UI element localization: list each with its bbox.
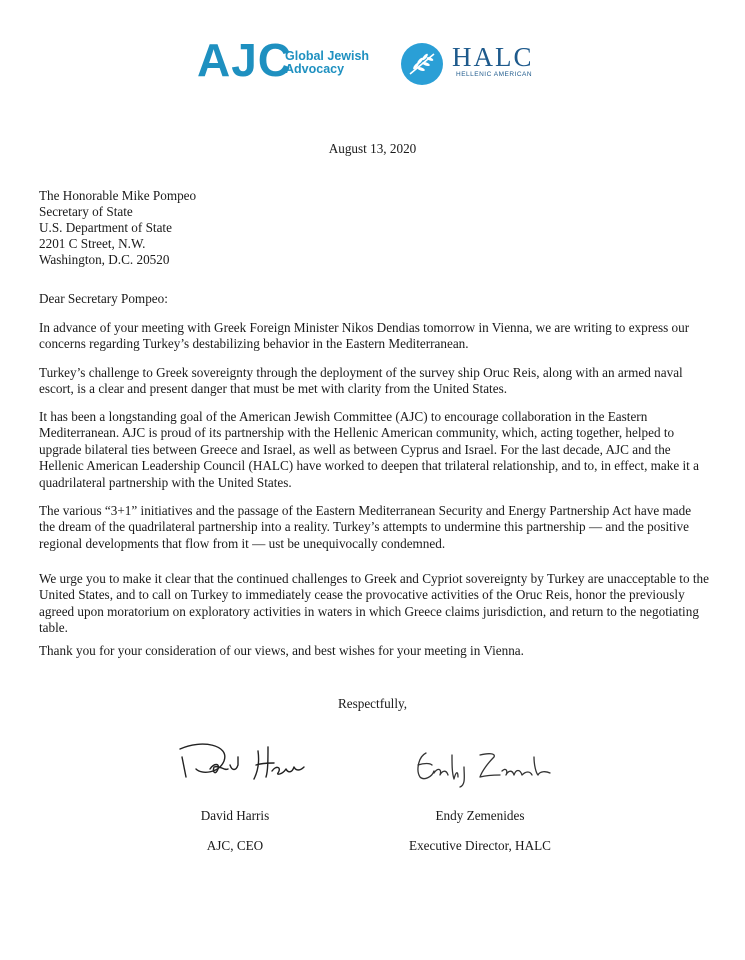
address-line: Washington, D.C. 20520 <box>39 252 170 267</box>
ajc-logo-mark: AJC <box>197 34 293 86</box>
ajc-logo-line2: Advocacy <box>285 62 345 76</box>
halc-logo-sub: HELLENIC AMERICAN <box>456 71 533 78</box>
signatory-name: David Harris <box>200 808 270 823</box>
address-line: U.S. Department of State <box>39 220 172 235</box>
letter-date: August 13, 2020 <box>328 141 417 156</box>
halc-logo <box>400 40 560 86</box>
olive-branch-icon <box>400 42 444 86</box>
signatory-name: Endy Zemenides <box>435 808 525 823</box>
body-paragraph: Thank you for your consideration of our views, and best wishes for your meeting in Vienna. <box>39 643 524 658</box>
body-paragraph: We urge you to make it clear that the continued challenges to Greek and Cypriot sovereignty by Turkey are unacceptable to the United States, and to call on Turkey to immediately cease the provocative activities of the Oruc Reis, honor the previously agreed upon moratorium on exploratory activities in waters in which Greece claims jurisdiction, and return to the negotiating table. <box>39 571 709 636</box>
salutation: Dear Secretary Pompeo: <box>39 291 168 306</box>
signatory-title: AJC, CEO <box>206 838 264 853</box>
signatory-title: Executive Director, HALC <box>409 838 551 853</box>
signature-endy-zemenides <box>408 741 558 791</box>
address-line: Secretary of State <box>39 204 133 219</box>
body-paragraph: It has been a longstanding goal of the American Jewish Committee (AJC) to encourage collaboration in the Eastern Mediterranean. AJC is proud of its partnership with the Hellenic American community, which, acting together, helped to upgrade bilateral ties between Greece and Israel, as well as between Cyprus and Israel. For the last decade, AJC and the Hellenic American Leadership Council (HALC) have worked to deepen that trilateral relationship, and to, in effect, make it a quadrilateral partnership with the United States. <box>39 409 699 490</box>
closing: Respectfully, <box>337 696 408 711</box>
body-paragraph: In advance of your meeting with Greek Foreign Minister Nikos Dendias tomorrow in Vienna, we are writing to express our concerns regarding Turkey’s destabilizing behavior in the Eastern Mediterranean. <box>39 320 690 352</box>
ajc-logo-tagline <box>285 50 385 76</box>
body-paragraph: The various “3+1” initiatives and the passage of the Eastern Mediterranean Security and Energy Partnership Act have made the dream of the quadrilateral partnership into a reality. Turkey’s attempts to undermine this partnership — and the positive regional developments that flow from it — ust be unequivocally condemned. <box>39 503 692 551</box>
recipient-address <box>39 188 709 268</box>
address-line: The Honorable Mike Pompeo <box>39 188 197 203</box>
signature-david-harris <box>172 735 322 785</box>
ajc-logo-line1: Global Jewish <box>285 49 370 63</box>
body-paragraph: Turkey’s challenge to Greek sovereignty through the deployment of the survey ship Oruc Reis, along with an armed naval escort, is a clear and present danger that must be met with clarity from the United States. <box>39 365 683 397</box>
halc-logo-mark: HALC <box>452 42 534 72</box>
address-line: 2201 C Street, N.W. <box>39 236 146 251</box>
